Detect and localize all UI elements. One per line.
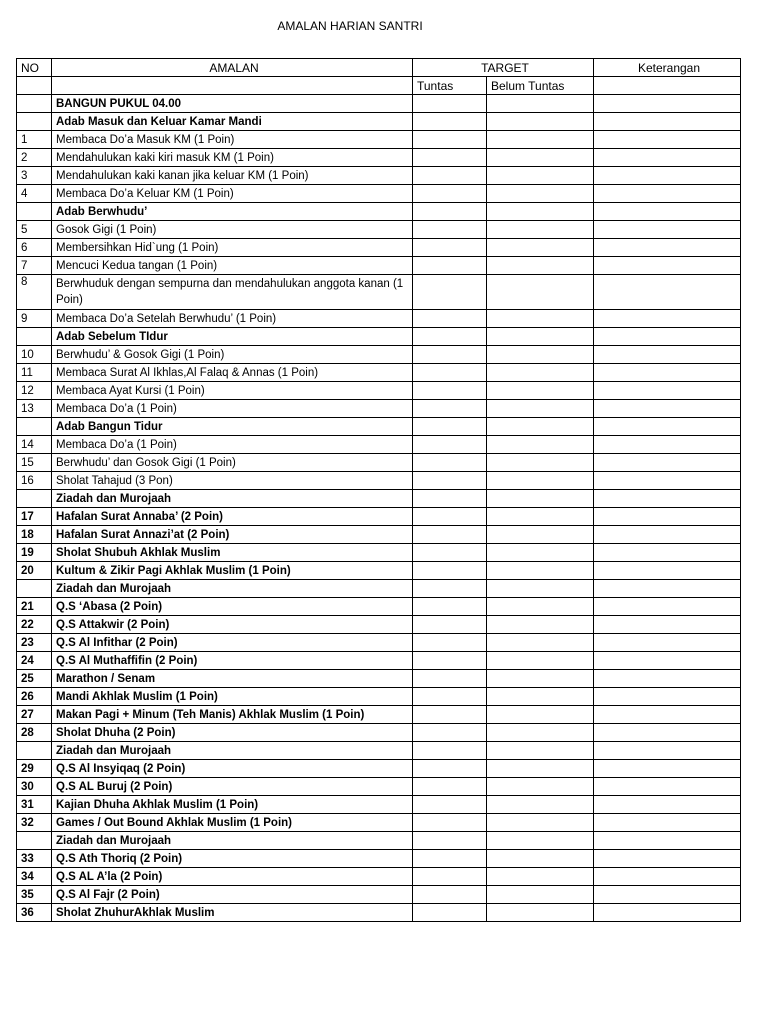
row-number: 1: [17, 131, 52, 149]
tuntas-cell: [413, 778, 487, 796]
tuntas-cell: [413, 724, 487, 742]
amalan-text: Sholat Dhuha (2 Poin): [52, 724, 413, 742]
keterangan-cell: [594, 131, 741, 149]
row-number: [17, 742, 52, 760]
table-row: [17, 544, 741, 562]
section-row: [17, 580, 741, 598]
keterangan-cell: [594, 149, 741, 167]
amalan-text: Games / Out Bound Akhlak Muslim (1 Poin): [52, 814, 413, 832]
section-title: Ziadah dan Murojaah: [52, 742, 413, 760]
keterangan-cell: [594, 490, 741, 508]
table-row: [17, 886, 741, 904]
row-number: 30: [17, 778, 52, 796]
row-number: 22: [17, 616, 52, 634]
row-number: 32: [17, 814, 52, 832]
row-number: 21: [17, 598, 52, 616]
tuntas-cell: [413, 454, 487, 472]
amalan-text: Q.S AL Buruj (2 Poin): [52, 778, 413, 796]
row-number: 28: [17, 724, 52, 742]
amalan-text: Sholat Shubuh Akhlak Muslim: [52, 544, 413, 562]
amalan-text: Q.S ‘Abasa (2 Poin): [52, 598, 413, 616]
keterangan-cell: [594, 167, 741, 185]
header-row-1: [17, 59, 741, 77]
table-row: [17, 850, 741, 868]
amalan-table: [16, 58, 741, 922]
tuntas-cell: [413, 832, 487, 850]
tuntas-cell: [413, 904, 487, 922]
table-row: [17, 724, 741, 742]
row-number: 3: [17, 167, 52, 185]
tuntas-cell: [413, 868, 487, 886]
tuntas-cell: [413, 814, 487, 832]
belum-tuntas-cell: [487, 814, 594, 832]
belum-tuntas-cell: [487, 670, 594, 688]
row-number: 26: [17, 688, 52, 706]
belum-tuntas-cell: [487, 185, 594, 203]
keterangan-cell: [594, 580, 741, 598]
keterangan-cell: [594, 868, 741, 886]
belum-tuntas-cell: [487, 95, 594, 113]
keterangan-cell: [594, 113, 741, 131]
tuntas-cell: [413, 652, 487, 670]
amalan-text: Membaca Do’a Masuk KM (1 Poin): [52, 131, 413, 149]
table-row: [17, 400, 741, 418]
header-no: NO: [17, 59, 52, 77]
belum-tuntas-cell: [487, 706, 594, 724]
header-amalan: AMALAN: [52, 59, 413, 77]
tuntas-cell: [413, 382, 487, 400]
section-title: BANGUN PUKUL 04.00: [52, 95, 413, 113]
keterangan-cell: [594, 724, 741, 742]
amalan-text: Mandi Akhlak Muslim (1 Poin): [52, 688, 413, 706]
belum-tuntas-cell: [487, 310, 594, 328]
amalan-text: Hafalan Surat Annazi’at (2 Poin): [52, 526, 413, 544]
amalan-text: Kajian Dhuha Akhlak Muslim (1 Poin): [52, 796, 413, 814]
amalan-text: Q.S Al Insyiqaq (2 Poin): [52, 760, 413, 778]
row-number: 24: [17, 652, 52, 670]
tuntas-cell: [413, 526, 487, 544]
tuntas-cell: [413, 167, 487, 185]
row-number: 2: [17, 149, 52, 167]
table-row: [17, 185, 741, 203]
header-belum-tuntas: Belum Tuntas: [487, 77, 594, 95]
table-row: [17, 346, 741, 364]
tuntas-cell: [413, 490, 487, 508]
row-number: 4: [17, 185, 52, 203]
table-row: [17, 310, 741, 328]
amalan-text: Q.S Al Infithar (2 Poin): [52, 634, 413, 652]
belum-tuntas-cell: [487, 598, 594, 616]
row-number: [17, 328, 52, 346]
keterangan-cell: [594, 418, 741, 436]
keterangan-cell: [594, 95, 741, 113]
header-keterangan-blank: [594, 77, 741, 95]
amalan-text: Berwhuduk dengan sempurna dan mendahulukan anggota kanan (1 Poin): [52, 275, 413, 310]
table-row: [17, 131, 741, 149]
table-row: [17, 526, 741, 544]
amalan-text: Marathon / Senam: [52, 670, 413, 688]
keterangan-cell: [594, 185, 741, 203]
belum-tuntas-cell: [487, 490, 594, 508]
belum-tuntas-cell: [487, 149, 594, 167]
section-row: [17, 113, 741, 131]
tuntas-cell: [413, 616, 487, 634]
table-row: [17, 239, 741, 257]
table-row: [17, 670, 741, 688]
keterangan-cell: [594, 832, 741, 850]
amalan-text: Q.S Al Muthaffifin (2 Poin): [52, 652, 413, 670]
table-row: [17, 221, 741, 239]
row-number: 19: [17, 544, 52, 562]
belum-tuntas-cell: [487, 742, 594, 760]
belum-tuntas-cell: [487, 796, 594, 814]
belum-tuntas-cell: [487, 850, 594, 868]
header-keterangan: Keterangan: [594, 59, 741, 77]
keterangan-cell: [594, 436, 741, 454]
keterangan-cell: [594, 382, 741, 400]
belum-tuntas-cell: [487, 221, 594, 239]
keterangan-cell: [594, 310, 741, 328]
table-row: [17, 616, 741, 634]
belum-tuntas-cell: [487, 472, 594, 490]
tuntas-cell: [413, 257, 487, 275]
row-number: 12: [17, 382, 52, 400]
row-number: 34: [17, 868, 52, 886]
row-number: 15: [17, 454, 52, 472]
belum-tuntas-cell: [487, 131, 594, 149]
table-row: [17, 382, 741, 400]
belum-tuntas-cell: [487, 562, 594, 580]
row-number: [17, 490, 52, 508]
row-number: 6: [17, 239, 52, 257]
tuntas-cell: [413, 688, 487, 706]
keterangan-cell: [594, 239, 741, 257]
tuntas-cell: [413, 508, 487, 526]
amalan-text: Berwhudu’ dan Gosok Gigi (1 Poin): [52, 454, 413, 472]
row-number: 14: [17, 436, 52, 454]
row-number: [17, 113, 52, 131]
belum-tuntas-cell: [487, 760, 594, 778]
table-row: [17, 814, 741, 832]
belum-tuntas-cell: [487, 778, 594, 796]
amalan-text: Berwhudu’ & Gosok Gigi (1 Poin): [52, 346, 413, 364]
section-row: [17, 742, 741, 760]
amalan-text: Membaca Do’a (1 Poin): [52, 400, 413, 418]
header-amalan-blank: [52, 77, 413, 95]
belum-tuntas-cell: [487, 113, 594, 131]
keterangan-cell: [594, 275, 741, 310]
section-title: Adab Bangun Tidur: [52, 418, 413, 436]
table-row: [17, 652, 741, 670]
tuntas-cell: [413, 221, 487, 239]
section-title: Ziadah dan Murojaah: [52, 490, 413, 508]
row-number: 31: [17, 796, 52, 814]
table-row: [17, 508, 741, 526]
table-row: [17, 167, 741, 185]
section-title: Adab Masuk dan Keluar Kamar Mandi: [52, 113, 413, 131]
section-row: [17, 832, 741, 850]
amalan-text: Kultum & Zikir Pagi Akhlak Muslim (1 Poin): [52, 562, 413, 580]
belum-tuntas-cell: [487, 544, 594, 562]
section-row: [17, 328, 741, 346]
tuntas-cell: [413, 364, 487, 382]
amalan-text: Membaca Surat Al Ikhlas,Al Falaq & Annas (1 Poin): [52, 364, 413, 382]
amalan-text: Sholat Tahajud (3 Pon): [52, 472, 413, 490]
table-row: [17, 706, 741, 724]
tuntas-cell: [413, 131, 487, 149]
belum-tuntas-cell: [487, 508, 594, 526]
amalan-text: Hafalan Surat Annaba’ (2 Poin): [52, 508, 413, 526]
keterangan-cell: [594, 634, 741, 652]
keterangan-cell: [594, 454, 741, 472]
amalan-text: Q.S Attakwir (2 Poin): [52, 616, 413, 634]
section-title: Adab Sebelum TIdur: [52, 328, 413, 346]
belum-tuntas-cell: [487, 832, 594, 850]
tuntas-cell: [413, 886, 487, 904]
keterangan-cell: [594, 670, 741, 688]
tuntas-cell: [413, 634, 487, 652]
row-number: 17: [17, 508, 52, 526]
belum-tuntas-cell: [487, 724, 594, 742]
table-row: [17, 778, 741, 796]
keterangan-cell: [594, 778, 741, 796]
tuntas-cell: [413, 706, 487, 724]
amalan-text: Membaca Do’a Setelah Berwhudu’ (1 Poin): [52, 310, 413, 328]
keterangan-cell: [594, 814, 741, 832]
header-no-blank: [17, 77, 52, 95]
section-row: [17, 490, 741, 508]
tuntas-cell: [413, 239, 487, 257]
amalan-text: Q.S Ath Thoriq (2 Poin): [52, 850, 413, 868]
row-number: [17, 580, 52, 598]
table-row: [17, 598, 741, 616]
section-row: [17, 418, 741, 436]
belum-tuntas-cell: [487, 436, 594, 454]
keterangan-cell: [594, 904, 741, 922]
tuntas-cell: [413, 203, 487, 221]
keterangan-cell: [594, 257, 741, 275]
tuntas-cell: [413, 850, 487, 868]
row-number: 8: [17, 275, 52, 310]
section-title: Ziadah dan Murojaah: [52, 832, 413, 850]
tuntas-cell: [413, 418, 487, 436]
section-row: [17, 95, 741, 113]
row-number: 16: [17, 472, 52, 490]
belum-tuntas-cell: [487, 526, 594, 544]
belum-tuntas-cell: [487, 239, 594, 257]
tuntas-cell: [413, 400, 487, 418]
row-number: [17, 418, 52, 436]
keterangan-cell: [594, 346, 741, 364]
row-number: 5: [17, 221, 52, 239]
tuntas-cell: [413, 310, 487, 328]
belum-tuntas-cell: [487, 203, 594, 221]
row-number: 35: [17, 886, 52, 904]
tuntas-cell: [413, 562, 487, 580]
belum-tuntas-cell: [487, 328, 594, 346]
belum-tuntas-cell: [487, 257, 594, 275]
amalan-text: Makan Pagi + Minum (Teh Manis) Akhlak Muslim (1 Poin): [52, 706, 413, 724]
keterangan-cell: [594, 598, 741, 616]
keterangan-cell: [594, 760, 741, 778]
row-number: 29: [17, 760, 52, 778]
amalan-text: Membaca Do’a Keluar KM (1 Poin): [52, 185, 413, 203]
tuntas-cell: [413, 185, 487, 203]
row-number: 25: [17, 670, 52, 688]
row-number: [17, 832, 52, 850]
tuntas-cell: [413, 275, 487, 310]
keterangan-cell: [594, 400, 741, 418]
document-title: AMALAN HARIAN SANTRI: [277, 19, 423, 33]
belum-tuntas-cell: [487, 616, 594, 634]
amalan-text: Mendahulukan kaki kiri masuk KM (1 Poin): [52, 149, 413, 167]
belum-tuntas-cell: [487, 418, 594, 436]
tuntas-cell: [413, 436, 487, 454]
table-row: [17, 634, 741, 652]
keterangan-cell: [594, 508, 741, 526]
table-row: [17, 472, 741, 490]
amalan-text: Membaca Ayat Kursi (1 Poin): [52, 382, 413, 400]
belum-tuntas-cell: [487, 688, 594, 706]
tuntas-cell: [413, 544, 487, 562]
row-number: 11: [17, 364, 52, 382]
section-title: Adab Berwhudu’: [52, 203, 413, 221]
belum-tuntas-cell: [487, 400, 594, 418]
table-row: [17, 149, 741, 167]
amalan-text: Membaca Do’a (1 Poin): [52, 436, 413, 454]
amalan-text: Mendahulukan kaki kanan jika keluar KM (1 Poin): [52, 167, 413, 185]
row-number: 27: [17, 706, 52, 724]
row-number: 9: [17, 310, 52, 328]
table-row: [17, 364, 741, 382]
section-title: Ziadah dan Murojaah: [52, 580, 413, 598]
keterangan-cell: [594, 526, 741, 544]
keterangan-cell: [594, 562, 741, 580]
amalan-text: Q.S AL A’la (2 Poin): [52, 868, 413, 886]
row-number: [17, 95, 52, 113]
keterangan-cell: [594, 706, 741, 724]
amalan-text: Membersihkan Hid`ung (1 Poin): [52, 239, 413, 257]
amalan-text: Mencuci Kedua tangan (1 Poin): [52, 257, 413, 275]
header-row-2: [17, 77, 741, 95]
belum-tuntas-cell: [487, 904, 594, 922]
belum-tuntas-cell: [487, 652, 594, 670]
keterangan-cell: [594, 796, 741, 814]
tuntas-cell: [413, 328, 487, 346]
belum-tuntas-cell: [487, 382, 594, 400]
table-row: [17, 562, 741, 580]
table-row: [17, 436, 741, 454]
row-number: 13: [17, 400, 52, 418]
belum-tuntas-cell: [487, 886, 594, 904]
keterangan-cell: [594, 472, 741, 490]
keterangan-cell: [594, 652, 741, 670]
section-row: [17, 203, 741, 221]
keterangan-cell: [594, 886, 741, 904]
amalan-text: Q.S Al Fajr (2 Poin): [52, 886, 413, 904]
row-number: 10: [17, 346, 52, 364]
row-number: 7: [17, 257, 52, 275]
tuntas-cell: [413, 742, 487, 760]
tuntas-cell: [413, 95, 487, 113]
keterangan-cell: [594, 742, 741, 760]
keterangan-cell: [594, 544, 741, 562]
table-row: [17, 257, 741, 275]
table-row: [17, 904, 741, 922]
header-target: TARGET: [413, 59, 594, 77]
keterangan-cell: [594, 850, 741, 868]
belum-tuntas-cell: [487, 868, 594, 886]
keterangan-cell: [594, 203, 741, 221]
row-number: 18: [17, 526, 52, 544]
table-row: [17, 275, 741, 310]
tuntas-cell: [413, 113, 487, 131]
row-number: 20: [17, 562, 52, 580]
belum-tuntas-cell: [487, 580, 594, 598]
table-row: [17, 454, 741, 472]
row-number: 33: [17, 850, 52, 868]
keterangan-cell: [594, 688, 741, 706]
tuntas-cell: [413, 796, 487, 814]
table-row: [17, 688, 741, 706]
tuntas-cell: [413, 670, 487, 688]
belum-tuntas-cell: [487, 454, 594, 472]
header-tuntas: Tuntas: [413, 77, 487, 95]
table-row: [17, 796, 741, 814]
tuntas-cell: [413, 149, 487, 167]
belum-tuntas-cell: [487, 275, 594, 310]
belum-tuntas-cell: [487, 364, 594, 382]
table-row: [17, 868, 741, 886]
row-number: 36: [17, 904, 52, 922]
belum-tuntas-cell: [487, 634, 594, 652]
amalan-text: Sholat ZhuhurAkhlak Muslim: [52, 904, 413, 922]
tuntas-cell: [413, 760, 487, 778]
tuntas-cell: [413, 346, 487, 364]
keterangan-cell: [594, 221, 741, 239]
tuntas-cell: [413, 598, 487, 616]
tuntas-cell: [413, 472, 487, 490]
row-number: 23: [17, 634, 52, 652]
row-number: [17, 203, 52, 221]
tuntas-cell: [413, 580, 487, 598]
belum-tuntas-cell: [487, 167, 594, 185]
keterangan-cell: [594, 616, 741, 634]
amalan-text: Gosok Gigi (1 Poin): [52, 221, 413, 239]
table-row: [17, 760, 741, 778]
belum-tuntas-cell: [487, 346, 594, 364]
keterangan-cell: [594, 364, 741, 382]
keterangan-cell: [594, 328, 741, 346]
